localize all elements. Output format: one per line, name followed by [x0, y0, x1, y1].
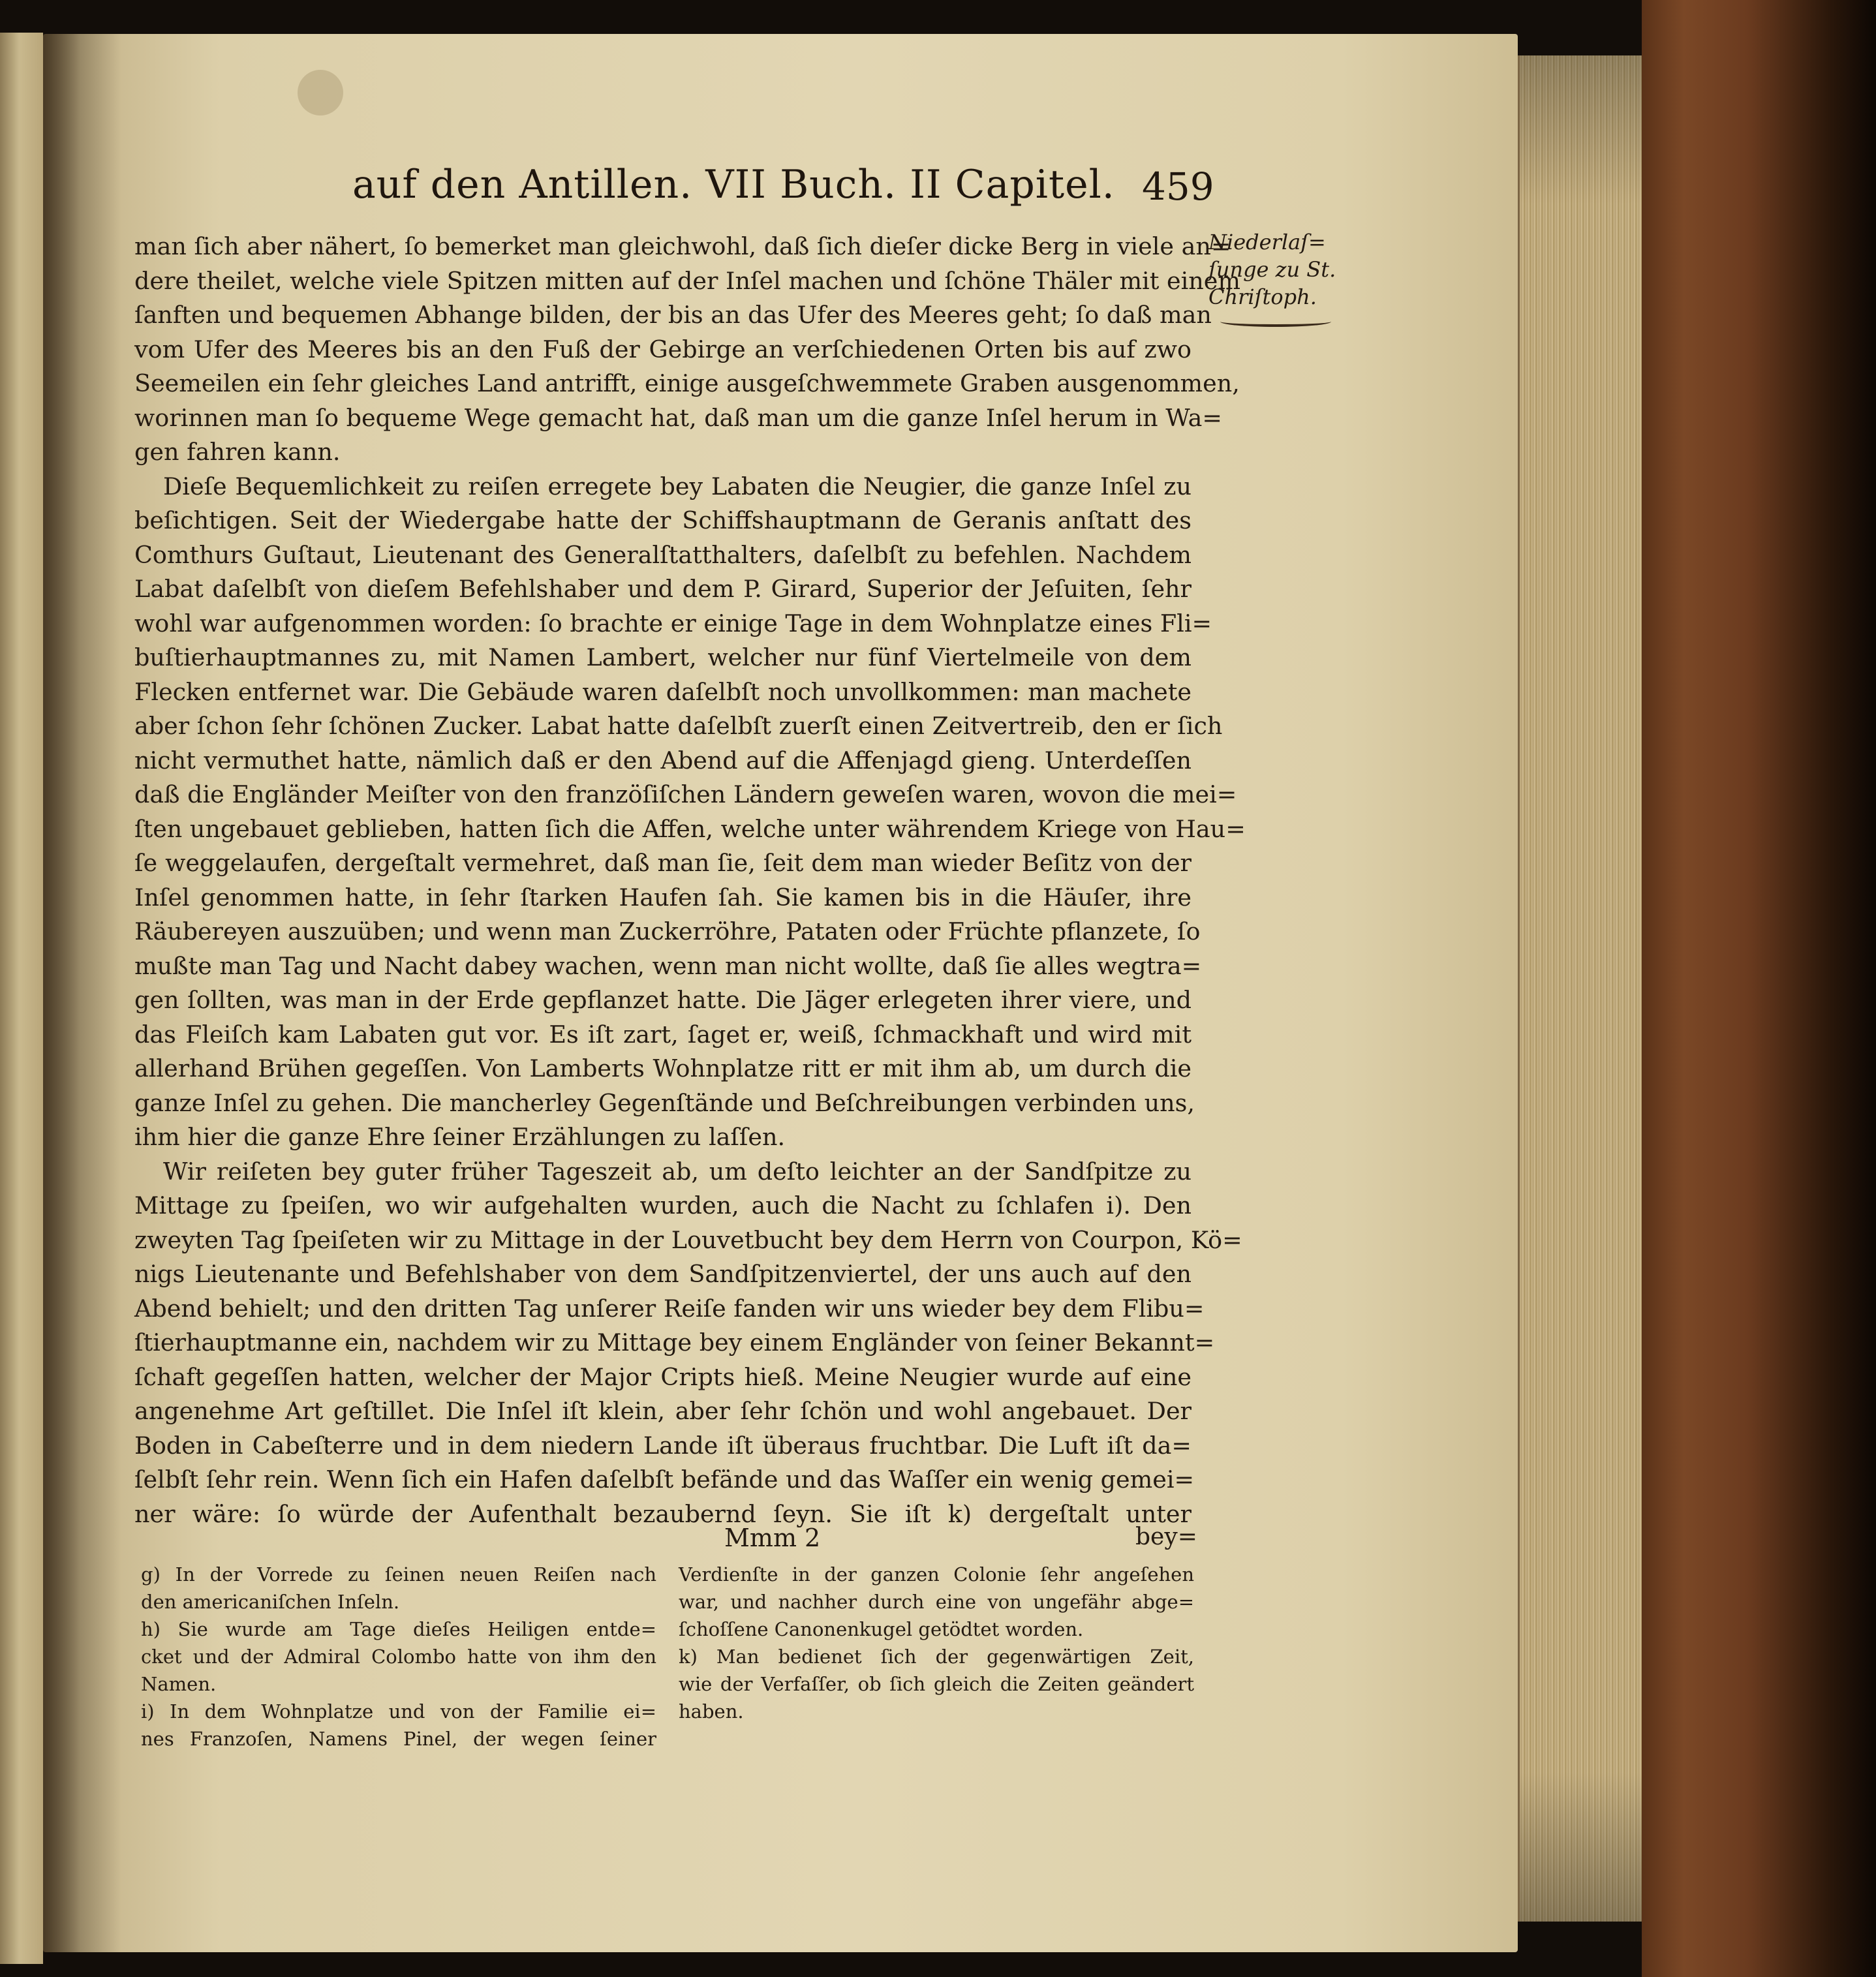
body-line [134, 538, 1192, 573]
body-line [134, 264, 1240, 299]
body-line [134, 401, 1222, 436]
footnotes-left-column [141, 1561, 656, 1753]
body-line [134, 778, 1237, 812]
marginal-rule [1220, 316, 1331, 327]
body-line-text: ihm hier die ganze Ehre ſeiner Erzählungen zu laſſen. [134, 1123, 786, 1151]
footnote-line-text: cket und der Admiral Colombo hatte von ihm den [141, 1646, 656, 1668]
page-edges [1518, 55, 1644, 1922]
body-line [134, 949, 1202, 984]
footnote-line-text: wie der Verfaſſer, ob ſich gleich die Zeiten geändert [679, 1673, 1194, 1695]
footnote-line-text: k) Man bedienet ſich der gegenwärtigen Zeit, [679, 1646, 1194, 1668]
page-header [339, 162, 1253, 214]
body-line [134, 572, 1192, 607]
footnote-line [141, 1588, 656, 1616]
body-line-text: ganze Inſel zu gehen. Die mancherley Gegenſtände und Beſchreibungen verbinden uns, [134, 1088, 1195, 1117]
body-line-text: gen ſollten, was man in der Erde gepflanzet hatte. Die Jäger erlegeten ihrer viere, und [134, 986, 1192, 1014]
body-line-text: ſchaft gegeſſen hatten, welcher der Major Cripts hieß. Meine Neugier wurde auf eine [134, 1362, 1192, 1391]
body-line [134, 1120, 1192, 1155]
footnote-line [141, 1643, 656, 1670]
body-line-text: nicht vermuthet hatte, nämlich daß er den Abend auf die Affenjagd gieng. Unterdeſſen [134, 746, 1192, 774]
body-line [134, 846, 1192, 881]
body-line-text: vom Ufer des Meeres bis an den Fuß der Gebirge an verſchiedenen Orten bis auf zwo [134, 335, 1192, 363]
footnote-line [679, 1588, 1194, 1616]
body-line [134, 1463, 1195, 1497]
body-line-text: aber ſchon ſehr ſchönen Zucker. Labat hatte daſelbſt zuerſt einen Zeitvertreib, den er ſich [134, 712, 1223, 740]
footnote-line-text: nes Franzoſen, Namens Pinel, der wegen ſeiner [141, 1728, 656, 1750]
body-line [134, 1257, 1192, 1292]
body-line [134, 881, 1192, 915]
body-line-text: Mittage zu ſpeiſen, wo wir aufgehalten wurden, auch die Nacht zu ſchlafen i). Den [134, 1191, 1192, 1219]
body-line-text: beſichtigen. Seit der Wiedergabe hatte der Schiffshauptmann de Geranis anſtatt des [134, 506, 1192, 534]
body-line-text: ſtierhauptmanne ein, nachdem wir zu Mittage bey einem Engländer von ſeiner Bekannt= [134, 1328, 1215, 1356]
signature-mark: Mmm 2 [724, 1524, 821, 1552]
body-line-text: Inſel genommen hatte, in ſehr ſtarken Haufen ſah. Sie kamen bis in die Häuſer, ihre [134, 883, 1192, 912]
body-line-text: Comthurs Guſtaut, Lieutenant des Generalſtatthalters, daſelbſt zu befehlen. Nachdem [134, 540, 1192, 569]
footnote-line-text: i) In dem Wohnplatze und von der Familie ei= [141, 1700, 656, 1723]
body-line [134, 744, 1192, 778]
body-line [134, 1052, 1192, 1086]
body-line [134, 367, 1240, 401]
body-line [134, 1292, 1205, 1326]
body-line-text: Seemeilen ein ſehr gleiches Land antrifft, einige ausgeſchwemmete Graben ausgenommen, [134, 369, 1240, 397]
body-line-text: angenehme Art geſtillet. Die Inſel iſt klein, aber ſehr ſchön und wohl angebauet. Der [134, 1397, 1192, 1425]
footnote-line-text: haben. [679, 1700, 744, 1723]
footnote-line [141, 1561, 656, 1588]
body-line-text: mußte man Tag und Nacht dabey wachen, wenn man nicht wollte, daß ſie alles wegtra= [134, 951, 1202, 980]
footnote-line [679, 1616, 1194, 1643]
body-line [134, 1360, 1192, 1395]
body-line [134, 709, 1223, 744]
marginal-note-line: ſunge zu St. [1208, 257, 1336, 282]
body-line [134, 641, 1192, 675]
body-line-text: ſten ungebauet geblieben, hatten ſich die Affen, welche unter währendem Kriege von Hau= [134, 814, 1246, 843]
body-line [134, 1155, 1192, 1189]
catchword: bey= [1135, 1524, 1197, 1550]
body-line-text: man ſich aber nähert, ſo bemerket man gleichwohl, daß ſich dieſer dicke Berg in viele an= [134, 232, 1231, 260]
footnote-line [679, 1561, 1194, 1588]
body-line-text: Abend behielt; und den dritten Tag unſerer Reiſe fanden wir uns wieder bey dem Flibu= [134, 1294, 1205, 1323]
footnotes-right-column [679, 1561, 1194, 1725]
footnote-line-text: ſchoſſene Canonenkugel getödtet worden. [679, 1618, 1084, 1640]
body-line [134, 1429, 1192, 1464]
body-line-text: Labat daſelbſt von dieſem Befehlshaber und dem P. Girard, Superior der Jeſuiten, ſehr [134, 575, 1192, 603]
body-line-text: ner wäre: ſo würde der Aufenthalt bezaubernd ſeyn. Sie iſt k) dergeſtalt unter [134, 1499, 1192, 1528]
body-line [134, 333, 1192, 367]
body-line-text: zweyten Tag ſpeiſeten wir zu Mittage in der Louvetbucht bey dem Herrn von Courpon, Kö= [134, 1225, 1242, 1254]
body-line-text: gen fahren kann. [134, 438, 341, 466]
body-line-text: ſanften und bequemen Abhange bilden, der bis an das Ufer des Meeres geht; ſo daß man [134, 301, 1212, 329]
paper-stain [298, 70, 343, 115]
body-line-text: Boden in Cabeſterre und in dem niedern Lande iſt überaus fruchtbar. Die Luft iſt da= [134, 1431, 1192, 1460]
page-edges-shade [1520, 55, 1644, 1922]
leather-cover [1642, 0, 1876, 1977]
body-line [134, 1394, 1192, 1429]
body-line-text: wohl war aufgenommen worden: ſo brachte er einige Tage in dem Wohnplatze eines Fli= [134, 609, 1212, 637]
body-line [134, 607, 1212, 641]
body-line [134, 435, 1192, 470]
body-line-text: ſelbſt ſehr rein. Wenn ſich ein Hafen daſelbſt befände und das Waſſer ein wenig gemei= [134, 1465, 1195, 1494]
footnote-line-text: den americaniſchen Inſeln. [141, 1591, 400, 1613]
body-line [134, 1326, 1215, 1360]
body-line-text: Räubereyen auszuüben; und wenn man Zuckerröhre, Pataten oder Früchte pflanzete, ſo [134, 917, 1201, 945]
body-line-text: dere theilet, welche viele Spitzen mitten auf der Inſel machen und ſchöne Thäler mit einem [134, 266, 1240, 295]
running-head: auf den Antillen. VII Buch. II Capitel. [352, 162, 1115, 207]
footnote-line [141, 1725, 656, 1753]
footnote-line-text: Verdienſte in der ganzen Colonie ſehr angeſehen [679, 1563, 1194, 1586]
footnote-line [141, 1698, 656, 1725]
body-line [134, 983, 1192, 1018]
footnote-line-text: war, und nachher durch eine von ungefähr abge= [679, 1591, 1194, 1613]
body-line-text: worinnen man ſo bequeme Wege gemacht hat, daß man um die ganze Inſel herum in Wa= [134, 403, 1222, 432]
body-line [134, 1018, 1192, 1052]
body-line-text: Dieſe Bequemlichkeit zu reiſen erregete bey Labaten die Neugier, die ganze Inſel zu [163, 472, 1192, 500]
body-line [134, 675, 1192, 710]
body-line [134, 1497, 1192, 1532]
body-line [134, 1086, 1195, 1121]
footnote-line [679, 1670, 1194, 1698]
body-line-text: Wir reiſeten bey guter früher Tageszeit ab, um deſto leichter an der Sandſpitze zu [163, 1157, 1192, 1186]
left-page-edge [0, 33, 43, 1964]
body-line [134, 298, 1212, 333]
footnote-line-text: Namen. [141, 1673, 217, 1695]
body-line [134, 1223, 1242, 1258]
body-line-text: buſtierhauptmannes zu, mit Namen Lambert, welcher nur fünf Viertelmeile von dem [134, 643, 1192, 671]
body-line [134, 470, 1192, 504]
body-line-text: ſe weggelaufen, dergeſtalt vermehret, daß man ſie, ſeit dem man wieder Beſitz von der [134, 849, 1192, 877]
marginal-note-line: Chriſtoph. [1208, 284, 1317, 309]
body-line [134, 504, 1192, 538]
footnote-line [679, 1698, 1194, 1725]
body-line [134, 812, 1246, 847]
body-text [134, 230, 1246, 1531]
body-line-text: Flecken entfernet war. Die Gebäude waren daſelbſt noch unvollkommen: man machete [134, 677, 1192, 706]
body-line [134, 230, 1231, 264]
body-line [134, 1189, 1192, 1223]
body-line-text: allerhand Brühen gegeſſen. Von Lamberts Wohnplatze ritt er mit ihm ab, um durch die [134, 1054, 1192, 1082]
body-line-text: nigs Lieutenante und Befehlshaber von dem Sandſpitzenviertel, der uns auch auf den [134, 1260, 1192, 1288]
body-line-text: das Fleiſch kam Labaten gut vor. Es iſt zart, ſaget er, weiß, ſchmackhaft und wird mit [134, 1020, 1192, 1049]
gutter-shadow [43, 34, 121, 1952]
page-number: 459 [1142, 164, 1214, 209]
body-line-text: daß die Engländer Meiſter von den franzöſiſchen Ländern geweſen waren, wovon die mei= [134, 780, 1237, 808]
footnote-line-text: g) In der Vorrede zu ſeinen neuen Reiſen nach [141, 1563, 656, 1586]
marginal-note-line: Niederlaſ= [1208, 230, 1326, 254]
body-line [134, 915, 1201, 949]
footnote-line [679, 1643, 1194, 1670]
footnote-line [141, 1616, 656, 1643]
footnote-line-text: h) Sie wurde am Tage dieſes Heiligen entde= [141, 1618, 656, 1640]
footnote-line [141, 1670, 656, 1698]
